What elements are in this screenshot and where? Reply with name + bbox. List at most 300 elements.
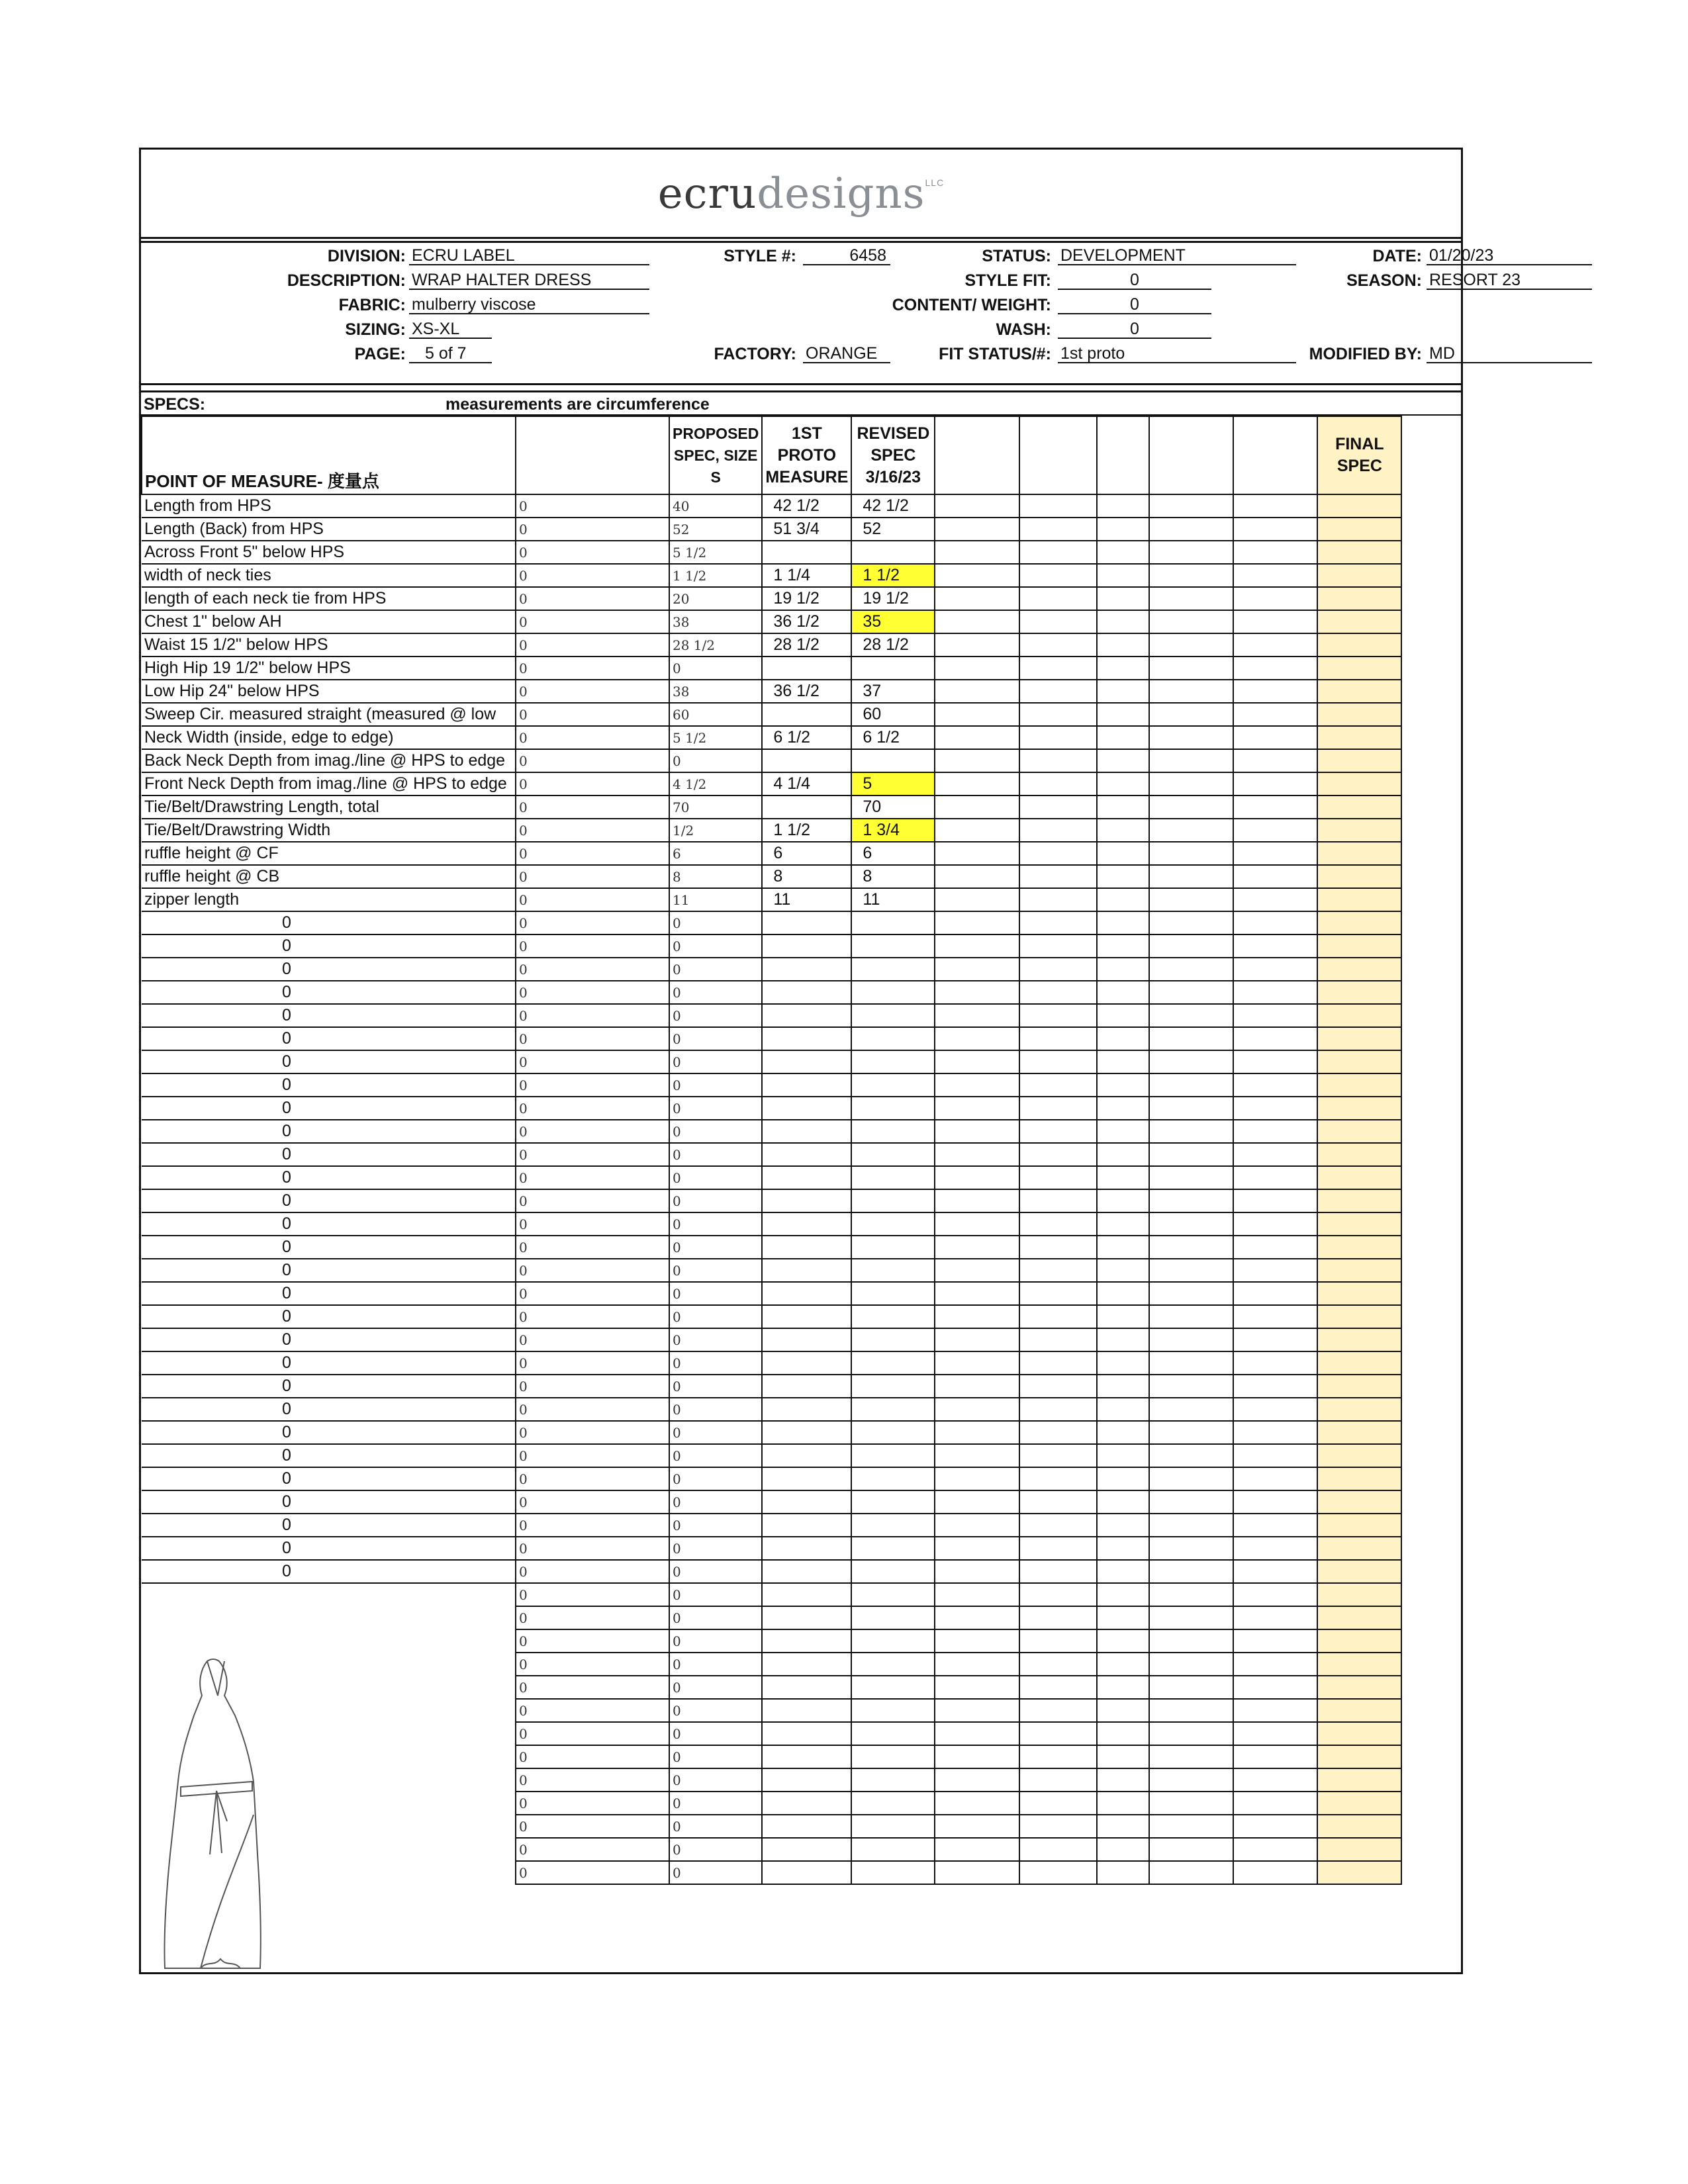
blank-cell	[851, 1305, 935, 1328]
final-spec-cell	[1317, 1490, 1401, 1514]
blank-cell	[1149, 1421, 1233, 1444]
table-row	[142, 1120, 1401, 1143]
proposed-cell: 0	[669, 1259, 762, 1282]
table-row	[142, 1236, 1401, 1259]
final-spec-cell	[1317, 842, 1401, 865]
blank-cell	[1019, 1676, 1097, 1699]
point-of-measure-cell: 0	[142, 1490, 516, 1514]
tolerance-cell: 0	[516, 1653, 669, 1676]
point-of-measure-cell: 0	[142, 1004, 516, 1027]
blank-cell	[1097, 934, 1149, 958]
blank-cell	[762, 1514, 851, 1537]
blank-cell	[1019, 1398, 1097, 1421]
blank-cell	[851, 1792, 935, 1815]
blank-cell	[1233, 1629, 1317, 1653]
final-spec-cell	[1317, 1282, 1401, 1305]
fit-status-value: 1st proto	[1058, 343, 1296, 363]
proposed-cell: 0	[669, 1143, 762, 1166]
blank-cell	[851, 1745, 935, 1768]
blank-cell	[1149, 1259, 1233, 1282]
point-of-measure-cell: Back Neck Depth from imag./line @ HPS to edge	[142, 749, 516, 772]
point-of-measure-cell: 0	[142, 1375, 516, 1398]
blank-cell	[935, 1490, 1019, 1514]
blank-cell	[762, 981, 851, 1004]
table-row	[142, 1004, 1401, 1027]
blank-cell	[1097, 587, 1149, 610]
tolerance-cell: 0	[516, 1629, 669, 1653]
blank-cell	[851, 1398, 935, 1421]
blank-cell	[1233, 1583, 1317, 1606]
table-row	[142, 1421, 1401, 1444]
proposed-cell: 0	[669, 1629, 762, 1653]
col-blank-4	[1149, 416, 1233, 494]
blank-cell	[1097, 1537, 1149, 1560]
blank-cell	[1233, 772, 1317, 796]
blank-cell	[1097, 1676, 1149, 1699]
proposed-cell: 0	[669, 1676, 762, 1699]
table-row	[142, 1792, 1401, 1815]
point-of-measure-cell: 0	[142, 934, 516, 958]
blank-cell	[1019, 1838, 1097, 1861]
proto-cell: 36 1/2	[762, 680, 851, 703]
point-of-measure-cell: 0	[142, 1351, 516, 1375]
blank-cell	[1233, 1467, 1317, 1490]
blank-cell	[762, 1676, 851, 1699]
blank-cell	[1097, 1305, 1149, 1328]
blank-cell	[1097, 749, 1149, 772]
proposed-cell: 0	[669, 1236, 762, 1259]
proposed-cell: 0	[669, 657, 762, 680]
proto-cell	[762, 657, 851, 680]
proposed-cell: 4 1/2	[669, 772, 762, 796]
point-of-measure-cell: 0	[142, 1259, 516, 1282]
blank-cell	[762, 1073, 851, 1097]
blank-cell	[1019, 610, 1097, 633]
blank-cell	[1019, 1189, 1097, 1212]
blank-cell	[935, 772, 1019, 796]
blank-cell	[762, 1351, 851, 1375]
blank-cell	[1097, 865, 1149, 888]
point-of-measure-cell: width of neck ties	[142, 564, 516, 587]
blank-cell	[935, 1305, 1019, 1328]
blank-cell	[1233, 1768, 1317, 1792]
blank-cell	[1019, 1560, 1097, 1583]
blank-cell	[935, 1004, 1019, 1027]
proto-cell	[762, 796, 851, 819]
blank-cell	[1097, 1606, 1149, 1629]
table-row	[142, 1050, 1401, 1073]
blank-cell	[762, 1838, 851, 1861]
final-spec-cell	[1317, 1073, 1401, 1097]
blank-cell	[1233, 1375, 1317, 1398]
point-of-measure-cell: 0	[142, 1097, 516, 1120]
point-of-measure-cell: Waist 15 1/2" below HPS	[142, 633, 516, 657]
blank-cell	[1097, 1629, 1149, 1653]
blank-cell	[1097, 1861, 1149, 1884]
final-spec-cell	[1317, 911, 1401, 934]
blank-cell	[1149, 842, 1233, 865]
blank-cell	[1097, 1259, 1149, 1282]
blank-cell	[1097, 1653, 1149, 1676]
table-row	[142, 1398, 1401, 1421]
point-of-measure-cell: 0	[142, 1421, 516, 1444]
blank-cell	[1019, 842, 1097, 865]
blank-cell	[762, 1537, 851, 1560]
blank-cell	[1149, 1815, 1233, 1838]
tolerance-cell: 0	[516, 911, 669, 934]
blank-cell	[1233, 1490, 1317, 1514]
proposed-cell: 8	[669, 865, 762, 888]
col-blank-5	[1233, 416, 1317, 494]
blank-cell	[762, 1792, 851, 1815]
table-row	[142, 1537, 1401, 1560]
blank-cell	[1149, 1606, 1233, 1629]
blank-cell	[1149, 1629, 1233, 1653]
blank-cell	[1149, 1583, 1233, 1606]
table-header-row	[142, 416, 1401, 494]
blank-cell	[1019, 680, 1097, 703]
blank-cell	[1019, 1305, 1097, 1328]
revised-cell: 1 3/4	[851, 819, 935, 842]
blank-cell	[762, 1166, 851, 1189]
blank-cell	[1233, 1606, 1317, 1629]
table-row	[142, 1768, 1401, 1792]
point-of-measure-cell: Neck Width (inside, edge to edge)	[142, 726, 516, 749]
table-row	[142, 819, 1401, 842]
blank-cell	[851, 1699, 935, 1722]
blank-cell	[1019, 587, 1097, 610]
modified-by-label: MODIFIED BY:	[1309, 345, 1422, 363]
table-row	[142, 772, 1401, 796]
tolerance-cell: 0	[516, 1027, 669, 1050]
blank-cell	[935, 1537, 1019, 1560]
blank-cell	[935, 1768, 1019, 1792]
blank-cell	[1019, 958, 1097, 981]
blank-cell	[1233, 1305, 1317, 1328]
blank-cell	[762, 911, 851, 934]
final-spec-cell	[1317, 1421, 1401, 1444]
proposed-cell: 0	[669, 1375, 762, 1398]
col-blank-2	[1019, 416, 1097, 494]
tolerance-cell: 0	[516, 587, 669, 610]
blank-cell	[1019, 726, 1097, 749]
point-of-measure-cell: 0	[142, 1305, 516, 1328]
table-row	[142, 888, 1401, 911]
blank-cell	[935, 819, 1019, 842]
blank-cell	[1149, 1375, 1233, 1398]
blank-cell	[851, 1861, 935, 1884]
tolerance-cell: 0	[516, 1768, 669, 1792]
blank-cell	[1233, 1792, 1317, 1815]
final-spec-cell	[1317, 610, 1401, 633]
tolerance-cell: 0	[516, 1792, 669, 1815]
final-spec-cell	[1317, 1676, 1401, 1699]
wash-label: WASH:	[996, 320, 1051, 339]
blank-cell	[1149, 1328, 1233, 1351]
revised-cell: 37	[851, 680, 935, 703]
blank-cell	[851, 1236, 935, 1259]
final-spec-cell	[1317, 1792, 1401, 1815]
blank-cell	[851, 1050, 935, 1073]
proposed-cell: 0	[669, 1282, 762, 1305]
table-row	[142, 981, 1401, 1004]
blank-cell	[935, 1815, 1019, 1838]
blank-cell	[762, 1560, 851, 1583]
table-row	[142, 1699, 1401, 1722]
point-of-measure-cell: 0	[142, 1282, 516, 1305]
blank-cell	[762, 1653, 851, 1676]
blank-cell	[1097, 657, 1149, 680]
final-spec-cell	[1317, 796, 1401, 819]
blank-cell	[1149, 703, 1233, 726]
final-spec-cell	[1317, 1259, 1401, 1282]
wrap-halter-dress-sketch-icon	[161, 1656, 267, 1974]
page-label: PAGE:	[354, 345, 406, 363]
blank-cell	[1097, 1514, 1149, 1537]
proposed-cell: 0	[669, 1838, 762, 1861]
blank-cell	[1019, 1629, 1097, 1653]
point-of-measure-cell: 0	[142, 958, 516, 981]
blank-cell	[935, 726, 1019, 749]
blank-cell	[762, 1259, 851, 1282]
blank-cell	[762, 1282, 851, 1305]
blank-cell	[762, 1120, 851, 1143]
spec-sheet	[139, 148, 1521, 1974]
blank-cell	[935, 1143, 1019, 1166]
blank-cell	[1019, 1212, 1097, 1236]
blank-cell	[1097, 1004, 1149, 1027]
blank-cell	[1097, 1745, 1149, 1768]
blank-cell	[1233, 981, 1317, 1004]
tolerance-cell: 0	[516, 1537, 669, 1560]
blank-cell	[762, 1236, 851, 1259]
tolerance-cell: 0	[516, 610, 669, 633]
table-row	[142, 564, 1401, 587]
revised-cell: 52	[851, 518, 935, 541]
blank-cell	[1233, 703, 1317, 726]
blank-cell	[1019, 1351, 1097, 1375]
blank-cell	[762, 1490, 851, 1514]
blank-cell	[1149, 865, 1233, 888]
blank-cell	[935, 865, 1019, 888]
tolerance-cell: 0	[516, 494, 669, 518]
blank-cell	[935, 1583, 1019, 1606]
blank-cell	[1149, 1768, 1233, 1792]
point-of-measure-cell: 0	[142, 1166, 516, 1189]
blank-cell	[1149, 1745, 1233, 1768]
blank-cell	[762, 1815, 851, 1838]
proposed-cell: 0	[669, 1792, 762, 1815]
col-blank-3	[1097, 416, 1149, 494]
revised-cell: 5	[851, 772, 935, 796]
blank-cell	[851, 1097, 935, 1120]
final-spec-cell	[1317, 1305, 1401, 1328]
blank-cell	[1019, 911, 1097, 934]
final-spec-cell	[1317, 1560, 1401, 1583]
blank-cell	[1097, 1189, 1149, 1212]
col-proposed: PROPOSED SPEC, SIZE S	[669, 416, 762, 494]
tolerance-cell: 0	[516, 865, 669, 888]
blank-cell	[1097, 981, 1149, 1004]
blank-cell	[851, 1120, 935, 1143]
point-of-measure-cell: 0	[142, 1212, 516, 1236]
blank-cell	[935, 518, 1019, 541]
proposed-cell: 0	[669, 1467, 762, 1490]
point-of-measure-cell: zipper length	[142, 888, 516, 911]
blank-cell	[1097, 541, 1149, 564]
sizing-label: SIZING:	[345, 320, 406, 339]
blank-cell	[762, 1189, 851, 1212]
point-of-measure-cell: 0	[142, 1143, 516, 1166]
final-spec-cell	[1317, 1745, 1401, 1768]
final-spec-cell	[1317, 888, 1401, 911]
content-weight-value: 0	[1058, 295, 1211, 314]
blank-cell	[762, 1305, 851, 1328]
blank-cell	[851, 1259, 935, 1282]
blank-cell	[935, 1328, 1019, 1351]
blank-cell	[1019, 1259, 1097, 1282]
blank-cell	[851, 1722, 935, 1745]
blank-cell	[935, 1560, 1019, 1583]
blank-cell	[1097, 819, 1149, 842]
blank-cell	[851, 1768, 935, 1792]
proto-cell: 6 1/2	[762, 726, 851, 749]
blank-cell	[762, 1861, 851, 1884]
blank-cell	[762, 1375, 851, 1398]
proposed-cell: 0	[669, 1861, 762, 1884]
blank-cell	[1097, 1444, 1149, 1467]
blank-cell	[851, 1166, 935, 1189]
point-of-measure-cell: length of each neck tie from HPS	[142, 587, 516, 610]
tolerance-cell: 0	[516, 1861, 669, 1884]
blank-cell	[1097, 1815, 1149, 1838]
proposed-cell: 20	[669, 587, 762, 610]
blank-cell	[762, 1398, 851, 1421]
tolerance-cell: 0	[516, 1398, 669, 1421]
blank-cell	[1233, 1212, 1317, 1236]
factory-value: ORANGE	[803, 343, 890, 363]
fabric-label: FABRIC:	[338, 296, 406, 314]
blank-cell	[935, 680, 1019, 703]
blank-cell	[1019, 518, 1097, 541]
blank-cell	[935, 1676, 1019, 1699]
blank-cell	[1233, 1097, 1317, 1120]
blank-cell	[1149, 819, 1233, 842]
proposed-cell: 5 1/2	[669, 726, 762, 749]
division-label: DIVISION:	[327, 247, 406, 265]
tolerance-cell: 0	[516, 1444, 669, 1467]
blank-cell	[1149, 1166, 1233, 1189]
final-spec-cell	[1317, 541, 1401, 564]
blank-cell	[1019, 772, 1097, 796]
blank-cell	[1097, 610, 1149, 633]
table-row	[142, 1375, 1401, 1398]
tolerance-cell: 0	[516, 1259, 669, 1282]
measurement-table	[141, 416, 1402, 1885]
final-spec-cell	[1317, 1351, 1401, 1375]
final-spec-cell	[1317, 981, 1401, 1004]
blank-cell	[935, 1514, 1019, 1537]
blank-cell	[1233, 1861, 1317, 1884]
blank-cell	[1233, 494, 1317, 518]
blank-cell	[1233, 934, 1317, 958]
final-spec-cell	[1317, 1328, 1401, 1351]
ecru-designs-logo: ecrudesigns$^{LLC}$	[657, 169, 945, 218]
blank-cell	[935, 1745, 1019, 1768]
blank-cell	[1097, 1792, 1149, 1815]
blank-cell	[935, 1212, 1019, 1236]
blank-cell	[1233, 726, 1317, 749]
blank-cell	[1097, 1467, 1149, 1490]
point-of-measure-cell: Sweep Cir. measured straight (measured @ low	[142, 703, 516, 726]
blank-cell	[851, 1004, 935, 1027]
blank-cell	[1149, 1444, 1233, 1467]
blank-cell	[851, 1444, 935, 1467]
revised-cell: 1 1/2	[851, 564, 935, 587]
table-row	[142, 1861, 1401, 1884]
tolerance-cell: 0	[516, 1722, 669, 1745]
blank-cell	[1097, 1120, 1149, 1143]
blank-cell	[1097, 1351, 1149, 1375]
tolerance-cell: 0	[516, 1143, 669, 1166]
blank-cell	[935, 541, 1019, 564]
blank-cell	[851, 1560, 935, 1583]
blank-cell	[1149, 911, 1233, 934]
final-spec-cell	[1317, 958, 1401, 981]
blank-cell	[935, 1120, 1019, 1143]
point-of-measure-cell: 0	[142, 1444, 516, 1467]
table-row	[142, 1653, 1401, 1676]
point-of-measure-cell: Length from HPS	[142, 494, 516, 518]
blank-cell	[1019, 1490, 1097, 1514]
blank-cell	[762, 1212, 851, 1236]
col-point-of-measure: POINT OF MEASURE- 度量点	[142, 416, 516, 494]
proposed-cell: 0	[669, 1490, 762, 1514]
col-tolerance	[516, 416, 669, 494]
blank-cell	[935, 1722, 1019, 1745]
blank-cell	[1019, 981, 1097, 1004]
final-spec-cell	[1317, 1398, 1401, 1421]
blank-cell	[1233, 1421, 1317, 1444]
blank-cell	[935, 1606, 1019, 1629]
tolerance-cell: 0	[516, 1305, 669, 1328]
blank-cell	[935, 842, 1019, 865]
table-row	[142, 1560, 1401, 1583]
final-spec-cell	[1317, 1514, 1401, 1537]
point-of-measure-cell: Length (Back) from HPS	[142, 518, 516, 541]
proto-cell: 4 1/4	[762, 772, 851, 796]
final-spec-cell	[1317, 772, 1401, 796]
tolerance-cell: 0	[516, 564, 669, 587]
final-spec-cell	[1317, 934, 1401, 958]
blank-cell	[1019, 703, 1097, 726]
blank-cell	[851, 1606, 935, 1629]
point-of-measure-cell: Tie/Belt/Drawstring Length, total	[142, 796, 516, 819]
blank-cell	[1233, 587, 1317, 610]
blank-cell	[1233, 1838, 1317, 1861]
blank-cell	[1149, 796, 1233, 819]
blank-cell	[762, 1606, 851, 1629]
table-row	[142, 1490, 1401, 1514]
revised-cell: 19 1/2	[851, 587, 935, 610]
blank-cell	[1097, 564, 1149, 587]
proposed-cell: 0	[669, 1398, 762, 1421]
blank-cell	[935, 934, 1019, 958]
blank-cell	[1149, 1676, 1233, 1699]
blank-cell	[762, 1328, 851, 1351]
table-row	[142, 1259, 1401, 1282]
tolerance-cell: 0	[516, 842, 669, 865]
